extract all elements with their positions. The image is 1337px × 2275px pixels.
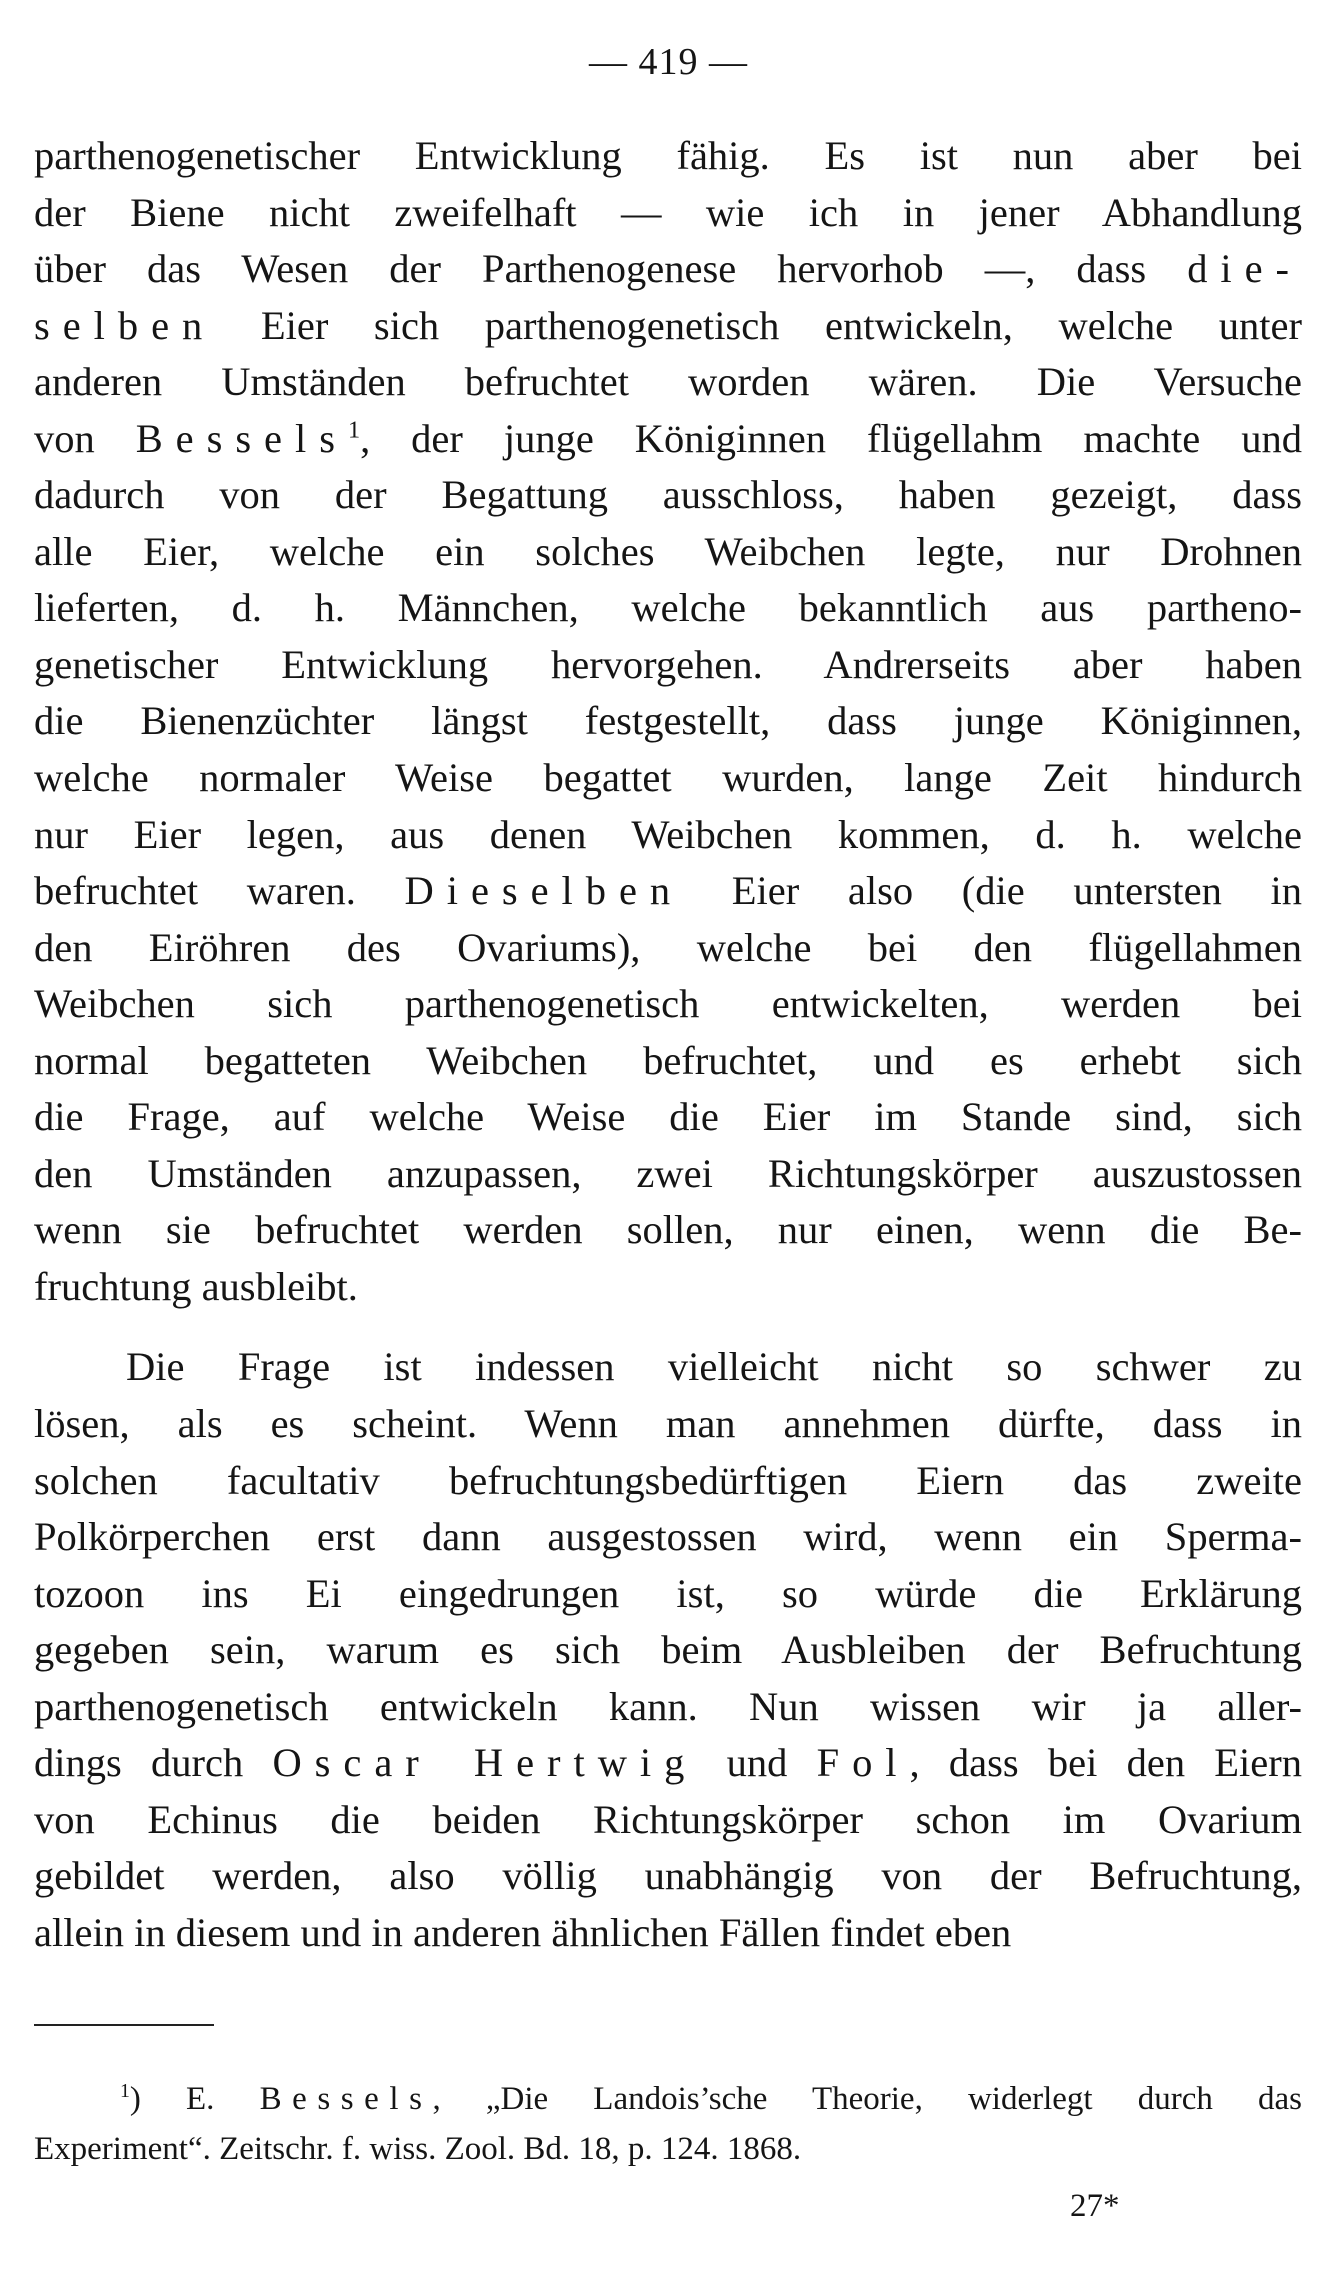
text-line: [34, 1848, 1302, 1905]
text-segment: lieferten, d. h. Männchen, welche bekanntlich aus partheno-: [34, 585, 1302, 631]
spaced-emphasis: Bessels: [259, 2081, 433, 2117]
text-line: [34, 298, 1302, 355]
text-line: [34, 411, 1302, 468]
text-segment: , der junge Königinnen flügellahm machte und: [360, 415, 1302, 461]
text-line: [34, 1146, 1302, 1203]
text-segment: Weibchen sich parthenogenetisch entwickelten, werden bei: [34, 981, 1302, 1027]
text-line: [34, 693, 1302, 750]
text-segment: wenn sie befruchtet werden sollen, nur einen, wenn die Be-: [34, 1207, 1302, 1253]
text-line: [34, 241, 1302, 298]
text-line: [34, 580, 1302, 637]
text-line: [34, 1033, 1302, 1090]
text-line: [34, 1453, 1302, 1510]
text-line: [34, 637, 1302, 694]
text-line: [34, 1339, 1302, 1396]
footnote-rule: [34, 2024, 214, 2026]
text-segment: lösen, als es scheint. Wenn man annehmen dürfte, dass in: [34, 1401, 1302, 1447]
paragraph-gap: [34, 1315, 1302, 1339]
text-line: [34, 1622, 1302, 1679]
spaced-emphasis: die-: [1187, 246, 1302, 292]
text-segment: von Echinus die beiden Richtungskörper schon im Ovarium: [34, 1796, 1302, 1842]
text-line: [34, 524, 1302, 581]
text-segment: von: [34, 415, 136, 461]
text-segment: und: [697, 1740, 817, 1786]
footnote-marker: 1: [120, 2080, 130, 2103]
text-line: [34, 1396, 1302, 1453]
text-segment: die Frage, auf welche Weise die Eier im Stande sind, sich: [34, 1094, 1302, 1140]
text-segment: nur Eier legen, aus denen Weibchen kommen, d. h. welche: [34, 811, 1302, 857]
text-segment: normal begatteten Weibchen befruchtet, und es erhebt sich: [34, 1037, 1302, 1083]
text-segment: gebildet werden, also völlig unabhängig von der Befruchtung,: [34, 1853, 1302, 1899]
text-line: [34, 185, 1302, 242]
text-line: [34, 1089, 1302, 1146]
text-segment: über das Wesen der Parthenogenese hervorhob —, dass: [34, 246, 1188, 292]
text-segment: solchen facultativ befruchtungsbedürftigen Eiern das zweite: [34, 1457, 1302, 1503]
text-line: [34, 467, 1302, 524]
text-segment: parthenogenetischer Entwicklung fähig. Es ist nun aber bei: [34, 133, 1302, 178]
text-segment: Eier sich parthenogenetisch entwickeln, welche unter: [215, 302, 1302, 348]
text-segment: dings durch: [34, 1740, 273, 1786]
text-line: [34, 2074, 1302, 2124]
text-segment: fruchtung ausbleibt.: [34, 1263, 358, 1309]
text-segment: , „Die Landois’sche Theorie, widerlegt durch das: [432, 2081, 1302, 2117]
body-text: [34, 128, 1302, 1962]
signature-mark: 27*: [1070, 2188, 1120, 2224]
text-segment: Experiment“. Zeitschr. f. wiss. Zool. Bd. 18, p. 124. 1868.: [34, 2131, 802, 2167]
spaced-emphasis: Dieselben: [404, 868, 684, 914]
text-line: [34, 1792, 1302, 1849]
text-line: [34, 807, 1302, 864]
text-segment: dadurch von der Begattung ausschloss, haben gezeigt, dass: [34, 472, 1302, 518]
text-segment: , dass bei den Eiern: [909, 1740, 1303, 1786]
text-segment: ) E.: [129, 2081, 260, 2117]
spaced-emphasis: Bessels: [135, 415, 348, 461]
spaced-emphasis: Oscar Hertwig: [272, 1740, 698, 1786]
text-line: [34, 354, 1302, 411]
text-segment: Eier also (die untersten in: [683, 868, 1302, 914]
text-segment: der Biene nicht zweifelhaft — wie ich in jener Abhandlung: [34, 189, 1302, 235]
text-line: [34, 750, 1302, 807]
text-segment: allein in diesem und in anderen ähnlichen Fällen findet eben: [34, 1909, 1012, 1955]
text-line: [34, 976, 1302, 1033]
text-line: [34, 1259, 1302, 1316]
text-line: [34, 1679, 1302, 1736]
text-segment: gegeben sein, warum es sich beim Ausbleiben der Befruchtung: [34, 1627, 1302, 1673]
text-segment: befruchtet waren.: [34, 868, 405, 914]
text-segment: den Eiröhren des Ovariums), welche bei den flügellahmen: [34, 924, 1302, 970]
text-segment: alle Eier, welche ein solches Weibchen legte, nur Drohnen: [34, 528, 1302, 574]
text-line: [34, 1905, 1302, 1962]
text-segment: tozoon ins Ei eingedrungen ist, so würde die Erklärung: [34, 1570, 1302, 1616]
footnote: [34, 2074, 1302, 2174]
text-line: [34, 1202, 1302, 1259]
text-line: [34, 1735, 1302, 1792]
text-segment: anderen Umständen befruchtet worden wären. Die Versuche: [34, 359, 1302, 405]
text-segment: die Bienenzüchter längst festgestellt, dass junge Königinnen,: [34, 698, 1302, 744]
text-segment: parthenogenetisch entwickeln kann. Nun wissen wir ja aller-: [34, 1683, 1302, 1729]
spaced-emphasis: selben: [34, 302, 216, 348]
text-line: [34, 863, 1302, 920]
text-line: [34, 2124, 1302, 2174]
text-line: [34, 1509, 1302, 1566]
text-segment: welche normaler Weise begattet wurden, lange Zeit hindurch: [34, 755, 1302, 801]
text-line: [34, 920, 1302, 977]
text-segment: genetischer Entwicklung hervorgehen. Andrerseits aber haben: [34, 641, 1302, 687]
footnote-marker: 1: [347, 416, 361, 444]
spaced-emphasis: Fol: [816, 1740, 910, 1786]
text-segment: den Umständen anzupassen, zwei Richtungskörper auszustossen: [34, 1150, 1302, 1196]
text-segment: Die Frage ist indessen vielleicht nicht so schwer zu: [126, 1344, 1302, 1390]
text-line: [34, 1566, 1302, 1623]
page-number-header: — 419 —: [589, 41, 748, 83]
text-line: [34, 128, 1302, 185]
text-segment: Polkörperchen erst dann ausgestossen wird, wenn ein Sperma-: [34, 1514, 1302, 1560]
